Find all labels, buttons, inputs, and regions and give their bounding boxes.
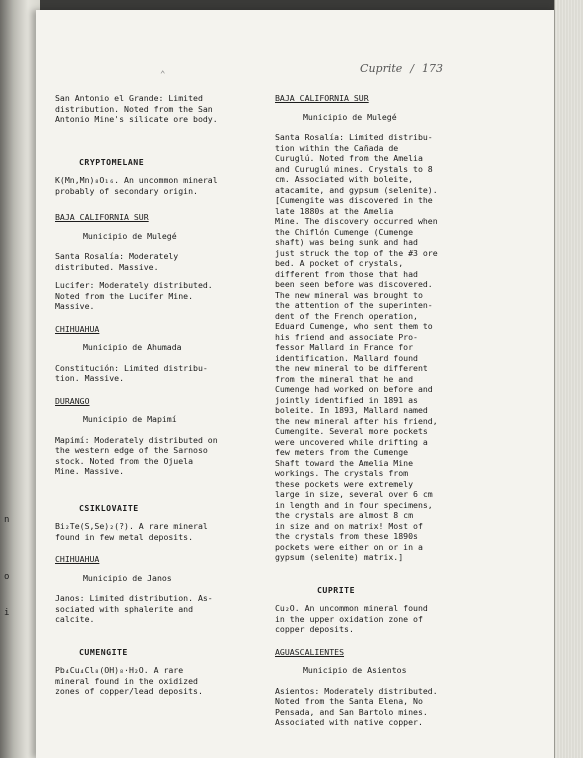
state-heading: BAJA CALIFORNIA SUR: [55, 212, 149, 222]
mineral-formula: Cu₂O. An uncommon mineral found in the upper oxidation zone of copper deposits.: [275, 603, 428, 634]
locality-text: Constitución: Limited distribu- tion. Massive.: [55, 362, 208, 383]
locality-text: Santa Rosalía: Limited distribu- tion within the Cañada de Curuglú. Noted from the Amelia and Curuglú mines. Crystals to 8 cm. Associated with boleite, atacamite, and gypsum (selenite). [Cumengite was discovered in the late 1880s at the Amelia Mine. The discovery occurred when the Chiflón Cumenge (Cumenge shaft) was being sunk and had just struck the top of the #3 ore bed. A pocket of crystals, different from those that had been seen before was discovered. The new mineral was brought to the attention of the superinten- dent of the French operation, Eduard Cumenge, who sent them to his friend and associate Pro- fessor Mallard in France for identification. Mallard found the new mineral to be different from the mineral that he and Cumenge had worked on before and jointly identified in 1891 as boleite. In 1893, Mallard named the new mineral after his friend, Cumengite. Several more pockets were uncovered while drifting a few meters from the Cumenge Shaft toward the Amelia Mine workings. The crystals from these pockets were extremely large in size, several over 6 cm in length and in four specimens, the crystals are almost 8 cm in size and on matrix! Most of the crystals from these 1890s pockets were either on or in a gypsum (selenite) matrix.]: [275, 132, 438, 562]
locality-text: Lucifer: Moderately distributed. Noted from the Lucifer Mine. Massive.: [55, 280, 213, 311]
header-separator: /: [410, 62, 414, 75]
locality-text: Asientos: Moderately distributed. Noted from the Santa Elena, No Pensada, and San Bartolo mines. Associated with native copper.: [275, 685, 438, 727]
page-number: 173: [422, 62, 443, 75]
locality-text: Mapimí: Moderately distributed on the western edge of the Sarnoso stock. Noted from the Ojuela Mine. Massive.: [55, 434, 218, 476]
mineral-title: CSIKLOVAITE: [79, 502, 139, 513]
state-heading: BAJA CALIFORNIA SUR: [275, 93, 369, 103]
mineral-title: CUMENGITE: [79, 646, 128, 657]
locality-text: Janos: Limited distribution. As- sociated with sphalerite and calcite.: [55, 593, 213, 624]
mineral-formula: Bi₂Te(S,Se)₂(?). A rare mineral found in few metal deposits.: [55, 521, 208, 542]
mineral-title: CUPRITE: [317, 584, 356, 595]
municipio-heading: Municipio de Janos: [83, 572, 172, 583]
municipio-heading: Municipio de Ahumada: [83, 342, 182, 352]
mineral-formula: K(Mn,Mn)₈O₁₆. An uncommon mineral probably of secondary origin.: [55, 175, 218, 196]
mineral-formula: Pb₄Cu₄Cl₈(OH)₈·H₂O. A rare mineral found in the oxidized zones of copper/lead deposits.: [55, 665, 203, 696]
municipio-heading: Municipio de Mapimí: [83, 414, 177, 424]
right-column: [275, 93, 475, 736]
municipio-heading: Municipio de Mulegé: [303, 111, 397, 122]
pencil-mark: ⌃: [160, 70, 166, 80]
municipio-heading: Municipio de Mulegé: [83, 230, 177, 241]
running-header: [360, 62, 443, 75]
margin-char: o: [4, 572, 10, 582]
mineral-title: CRYPTOMELANE: [79, 156, 145, 167]
adjacent-page-edge: [0, 0, 40, 758]
state-heading: DURANGO: [55, 395, 90, 406]
left-column: [55, 93, 255, 705]
margin-char: n: [4, 515, 10, 525]
locality-text: Santa Rosalía: Moderately distributed. Massive.: [55, 251, 179, 272]
intro-paragraph: San Antonio el Grande: Limited distribution. Noted from the San Antonio Mine's silicate ore body.: [55, 93, 218, 124]
state-heading: AGUASCALIENTES: [275, 646, 345, 657]
state-heading: CHIHUAHUA: [55, 554, 100, 564]
margin-char: i: [4, 608, 10, 618]
state-heading: CHIHUAHUA: [55, 323, 100, 334]
municipio-heading: Municipio de Asientos: [303, 665, 407, 675]
page-stack-edge: [554, 0, 583, 758]
header-title: Cuprite: [360, 62, 403, 75]
